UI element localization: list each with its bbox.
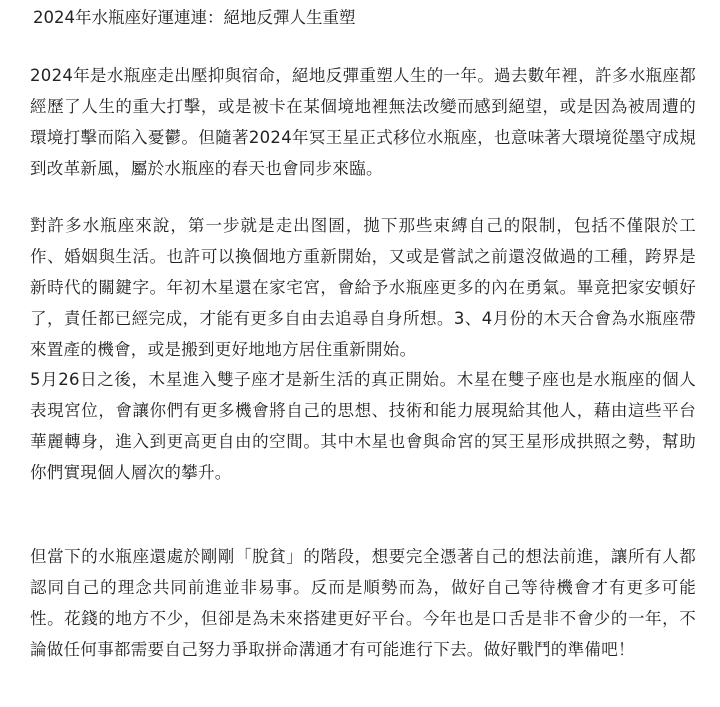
article-title: 2024年水瓶座好運連連：絕地反彈人生重塑	[33, 8, 356, 27]
paragraph-4: 但當下的水瓶座還處於剛剛「脫貧」的階段，想要完全憑著自己的想法前進，讓所有人都認同自己的理念共同前進並非易事。反而是順勢而為，做好自己等待機會才有更多可能性。花錢的地方不少，但卻是為未來搭建更好平台。今年也是口舌是非不會少的一年，不論做任何事都需要自己努力爭取拼命溝通才有可能進行下去。做好戰鬥的準備吧！	[30, 547, 696, 659]
paragraph-2: 對許多水瓶座來說，第一步就是走出图圄，拋下那些束縛自己的限制，包括不僅限於工作、婚姻與生活。也許可以換個地方重新開始，又或是嘗試之前還沒做過的工種，跨界是新時代的關鍵字。年初木星還在家宅宮，會給予水瓶座更多的內在勇氣。畢竟把家安頓好了，責任都已經完成，才能有更多自由去追尋自身所想。3、4月份的木天合會為水瓶座帶來置產的機會，或是搬到更好地地方居住重新開始。	[30, 216, 696, 359]
paragraph-3: 5月26日之後，木星進入雙子座才是新生活的真正開始。木星在雙子座也是水瓶座的個人表現宮位，會讓你們有更多機會將自己的思想、技術和能力展現給其他人，藉由這些平台華麗轉身，進入到更高更自由的空間。其中木星也會與命宮的冥王星形成拱照之勢，幫助你們實現個人層次的攀升。	[30, 370, 696, 482]
paragraph-1: 2024年是水瓶座走出壓抑與宿命，絕地反彈重塑人生的一年。過去數年裡，許多水瓶座都經歷了人生的重大打擊，或是被卡在某個境地裡無法改變而感到絕望，或是因為被周遭的環境打擊而陷入憂鬱。但隨著2024年冥王星正式移位水瓶座，也意味著大環境從墨守成規到改革新風，屬於水瓶座的春天也會同步來臨。	[30, 66, 696, 178]
